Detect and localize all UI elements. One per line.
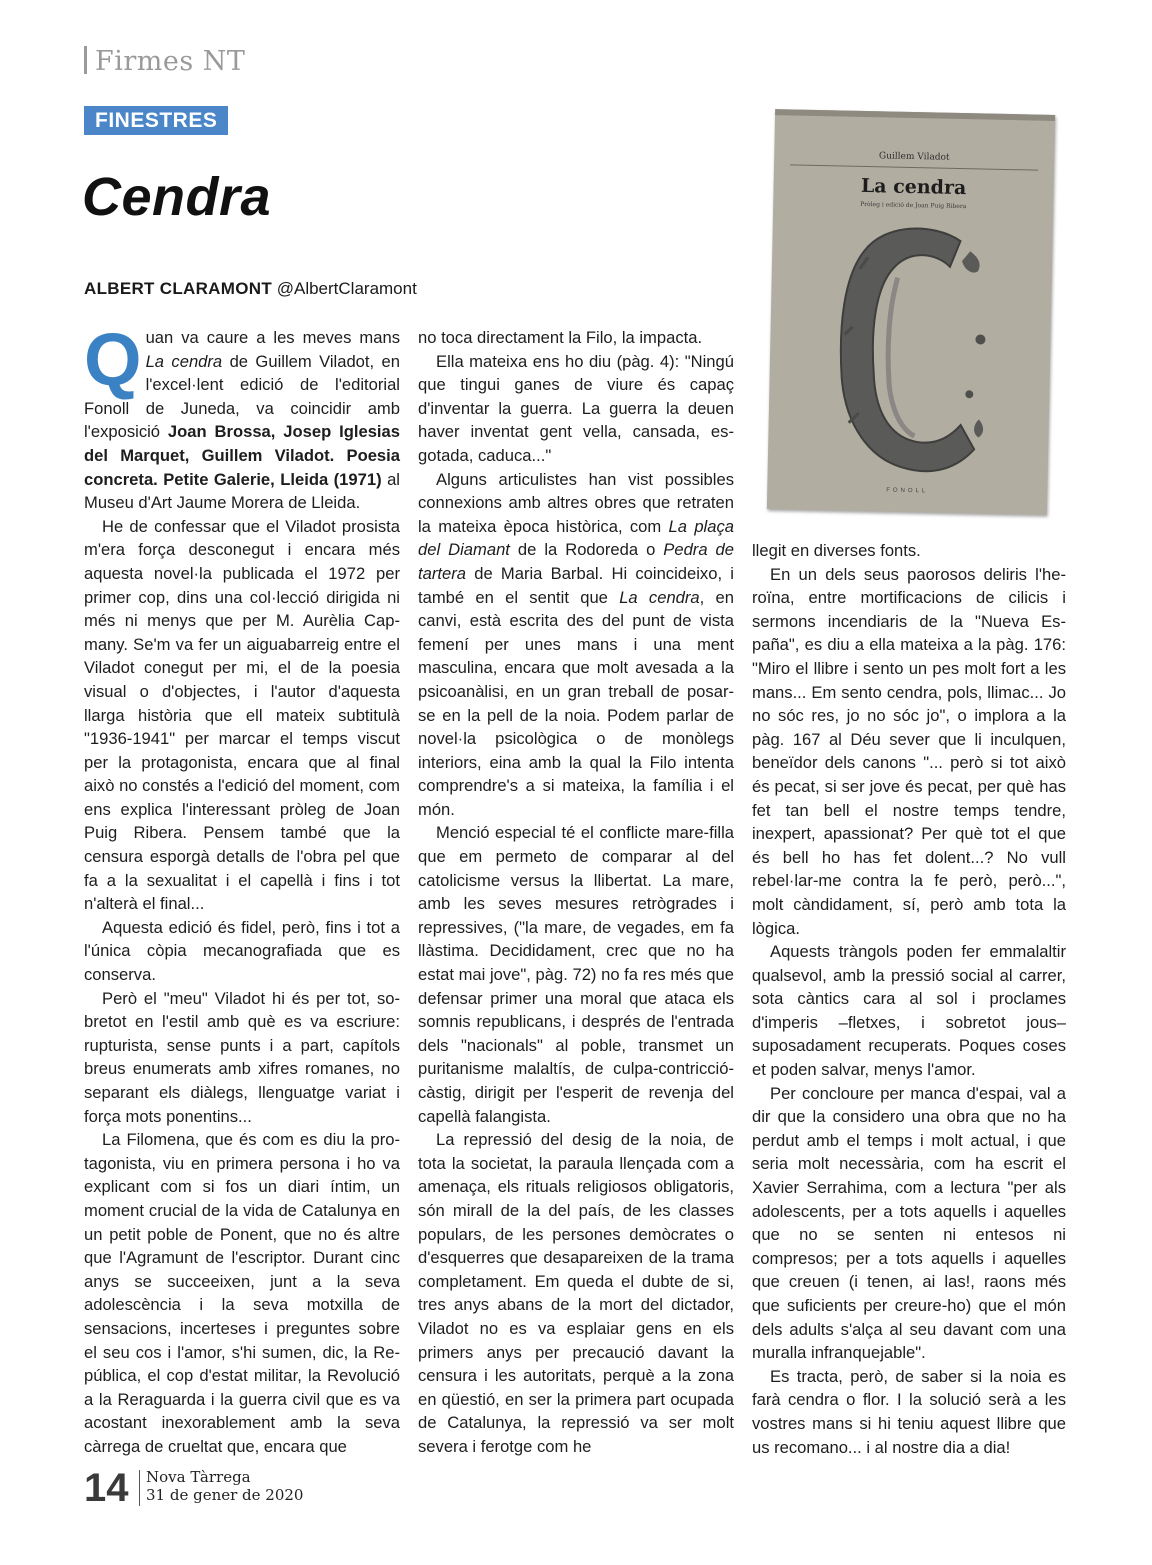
category-badge: FINESTRES bbox=[84, 106, 228, 135]
paragraph: En un dels seus paorosos deliris l'heroïna, entre mortificacions de cilicis i sermons incendiaris de la "Nueva España", es diu a ella mateixa a la pàg. 176: "Miro el llibre i sento un pes molt fort a les mans... Em sento cendra, pols, llimac... Jo no sóc res, jo no sóc jo", o implora a la pàg. 167 al Déu sever que li inculquen, beneïdor dels canons "... però si tot això és pecat, si ser jove és pecat, per què has fet tan bell el nostre temps tendre, inexpert, apassionat? Per què tot el que és bell ho has fet dolent...? No vull rebel·lar-me contra la fe però, però...", molt càndidament, sí, però amb tota la lògica. bbox=[752, 564, 1066, 938]
book-cover-image bbox=[767, 109, 1055, 515]
exhibition-title-bold: Joan Brossa, Josep Iglesias del Marquet, Guillem Viladot. Poesia concreta. Petite Galerie, Lleida (1971) bbox=[84, 422, 400, 489]
book-author: Guillem Viladot bbox=[878, 151, 950, 163]
article-column-1 bbox=[84, 318, 400, 1459]
article-column-2 bbox=[418, 326, 734, 1459]
byline bbox=[84, 279, 417, 299]
section-bar bbox=[84, 46, 87, 74]
drop-cap: Q bbox=[84, 318, 142, 401]
article-column-3 bbox=[752, 539, 1066, 1459]
paragraph: Ella mateixa ens ho diu (pàg. 4): "Ningú que tingui ganes de viure és capaç d'inventar la guerra. La guerra la deuen haver inventat gent vella, cansada, esgotada, caduca..." bbox=[418, 351, 734, 465]
article-title: Cendra bbox=[82, 167, 272, 227]
paragraph: Menció especial té el conflicte mare-filla que em permeto de comparar al del catolicisme versus la llibertat. La mare, amb les seves mesures retrògrades i repressives, ("la mare, de vegades, em fa llàstima. Decididament, crec que no ha estat mai jove", pàg. 72) no fa res més que defensar primer una moral que ataca els somnis republicans, i després de l'entrada dels "nacionals" al poble, transmet un puritanisme malaltís, de culpa-contricció-càstig, dirigit per l'esperit de revenja del capellà falangista. bbox=[418, 823, 734, 1126]
author-handle: @AlbertClaramont bbox=[276, 279, 417, 298]
author-name: ALBERT CLARAMONT bbox=[84, 279, 272, 298]
paragraph: Aquests tràngols poden fer emmalaltir qualsevol, amb la pressió social al carrer, sota càntics cara al sol i proclames d'imperis –fletxes, i sobretot jous– suposadament recuperats. Poques coses et poden salvar, menys l'amor. bbox=[752, 942, 1066, 1080]
issue-date: 31 de gener de 2020 bbox=[146, 1486, 304, 1504]
book-title-italic: Pedra de tartera bbox=[418, 540, 734, 583]
paragraph: Però el "meu" Viladot hi és per tot, sobretot en l'estil amb què es va escriure: rupturista, sense punts i a part, capítols breus enumerats amb xifres romanes, no separant els diàlegs, llenguatge variat i força mots ponentins... bbox=[84, 988, 400, 1126]
text-run: de Maria Barbal. Hi coincideixo, i també en el sentit que bbox=[418, 563, 734, 607]
paragraph bbox=[84, 318, 400, 515]
book-title-italic: La cendra bbox=[619, 587, 700, 607]
book-subtitle: Pròleg i edició de Joan Puig Ribera bbox=[860, 200, 967, 211]
paragraph: La repressió del desig de la noia, de tota la societat, la paraula llençada com a amenaça, els rituals religiosos obligatoris, són mirall de la del país, de les classes populars, de les persones demòcrates o d'esquerres que desapareixen de la trama completament. Em queda el dubte de si, tres anys abans de la mort del dictador, Viladot no es va esplaiar gens en els primers anys per precaució davant la censura i les autoritats, perquè a la zona en qüestió, en ser la primera part ocupada de Catalunya, la repressió va ser molt severa i ferotge com he bbox=[418, 1130, 734, 1456]
text-run: uan va caure a les meves mans bbox=[145, 328, 400, 347]
paragraph: llegit en diverses fonts. bbox=[752, 541, 921, 560]
text-run: , en canvi, està escrita des del punt de vista femení per unes mans i una ment masculina, encara que molt avesada a la psicoanàlisi, en un gran treball de posar-se en la pell de la noia. Podem parlar de novel·la psicològica o de monòlegs interiors, eina amb la qual la Filo intenta comprendre's a si mateixa, la família i el món. bbox=[418, 587, 734, 819]
book-cover bbox=[767, 109, 1055, 515]
footer-divider bbox=[139, 1470, 140, 1506]
publisher-mark: FONOLL bbox=[886, 487, 929, 495]
book-title: La cendra bbox=[860, 174, 967, 200]
section-name: Firmes NT bbox=[95, 46, 246, 77]
book-title-italic: La cendra bbox=[145, 351, 223, 371]
paragraph: Per concloure per manca d'espai, val a dir que la considero una obra que no ha perdut amb el temps i molt actual, i que seria molt necessària, com ha escrit el Xavier Serrahima, com a lectura "per als adolescents, per a tots aquells i aquelles que no se senten ni entesos ni compresos; per a tots aquells i aquelles que creuen (i tenen, ai las!, raons més que suficients per creure-ho) que el món dels adults s'alça al seu davant com una muralla infranquejable". bbox=[752, 1083, 1066, 1363]
paragraph: La Filomena, que és com es diu la protagonista, viu en primera persona i ho va explicant com si fos un diari íntim, un moment crucial de la vida de Catalunya en un petit poble de Ponent, que no és altre que l'Agramunt de l'escriptor. Durant cinc anys se succeeixen, junt a la seva adolescència i la seva motxilla de sensacions, incerteses i preguntes sobre el seu cos i l'amor, s'hi sumen, dic, la República, el cop d'estat militar, la Revolució a la Reraguarda i la guerra civil que es va acostant inexorablement amb la seva càrrega de crueltat que, encara que bbox=[84, 1130, 400, 1456]
book-rule bbox=[790, 164, 1038, 170]
page-number: 14 bbox=[84, 1466, 129, 1510]
paragraph: Aquesta edició és fidel, però, fins i tot a l'única còpia mecanografiada que es conserva. bbox=[84, 917, 400, 985]
paragraph: He de confessar que el Viladot prosista m'era força desconegut i encara més aquesta novel·la publicada el 1972 per primer cop, dins una col·lecció dirigida ni més ni menys que per M. Aurèlia Capmany. Se'm va fer un aiguabarreig entre el Viladot conegut per mi, el de la poesia visual o d'objectes, i l'autor d'aquesta llarga història que ell mateix subtitulà "1936-1941" per marcar el temps viscut per la protagonista, encara que al final això no constés a l'edició del moment, com ens explica l'interessant pròleg de Joan Puig Ribera. Pensem també que la censura esporgà detalls de l'obra pel que fa a la sexualitat i el capellà i fins i tot n'alterà el final... bbox=[84, 516, 400, 914]
paragraph: Es tracta, però, de saber si la noia es farà cendra o flor. I la solució serà a les vostres mans si hi teniu aquest llibre que us recomano... i al nostre dia a dia! bbox=[752, 1366, 1066, 1457]
text-run: de la Rodoreda o bbox=[509, 540, 664, 560]
book-title-italic: La plaça del Diamant bbox=[418, 516, 734, 560]
text-run: Alguns articulistes han vist possibles connexions amb altres obres que retraten la mateixa època històrica, com bbox=[418, 469, 734, 536]
paragraph bbox=[418, 468, 734, 822]
paragraph: no toca directament la Filo, la impacta. bbox=[418, 328, 703, 347]
text-run: al Museu d'Art Jaume Morera de Lleida. bbox=[84, 469, 400, 513]
publication-name: Nova Tàrrega bbox=[146, 1468, 251, 1486]
section-label bbox=[84, 46, 245, 77]
ash-letter-c-illustration bbox=[828, 216, 1003, 480]
text-run: de Guillem Viladot, en l'excel·lent edició de l'editorial Fonoll de Juneda, va coincidir amb l'exposició bbox=[84, 351, 400, 442]
